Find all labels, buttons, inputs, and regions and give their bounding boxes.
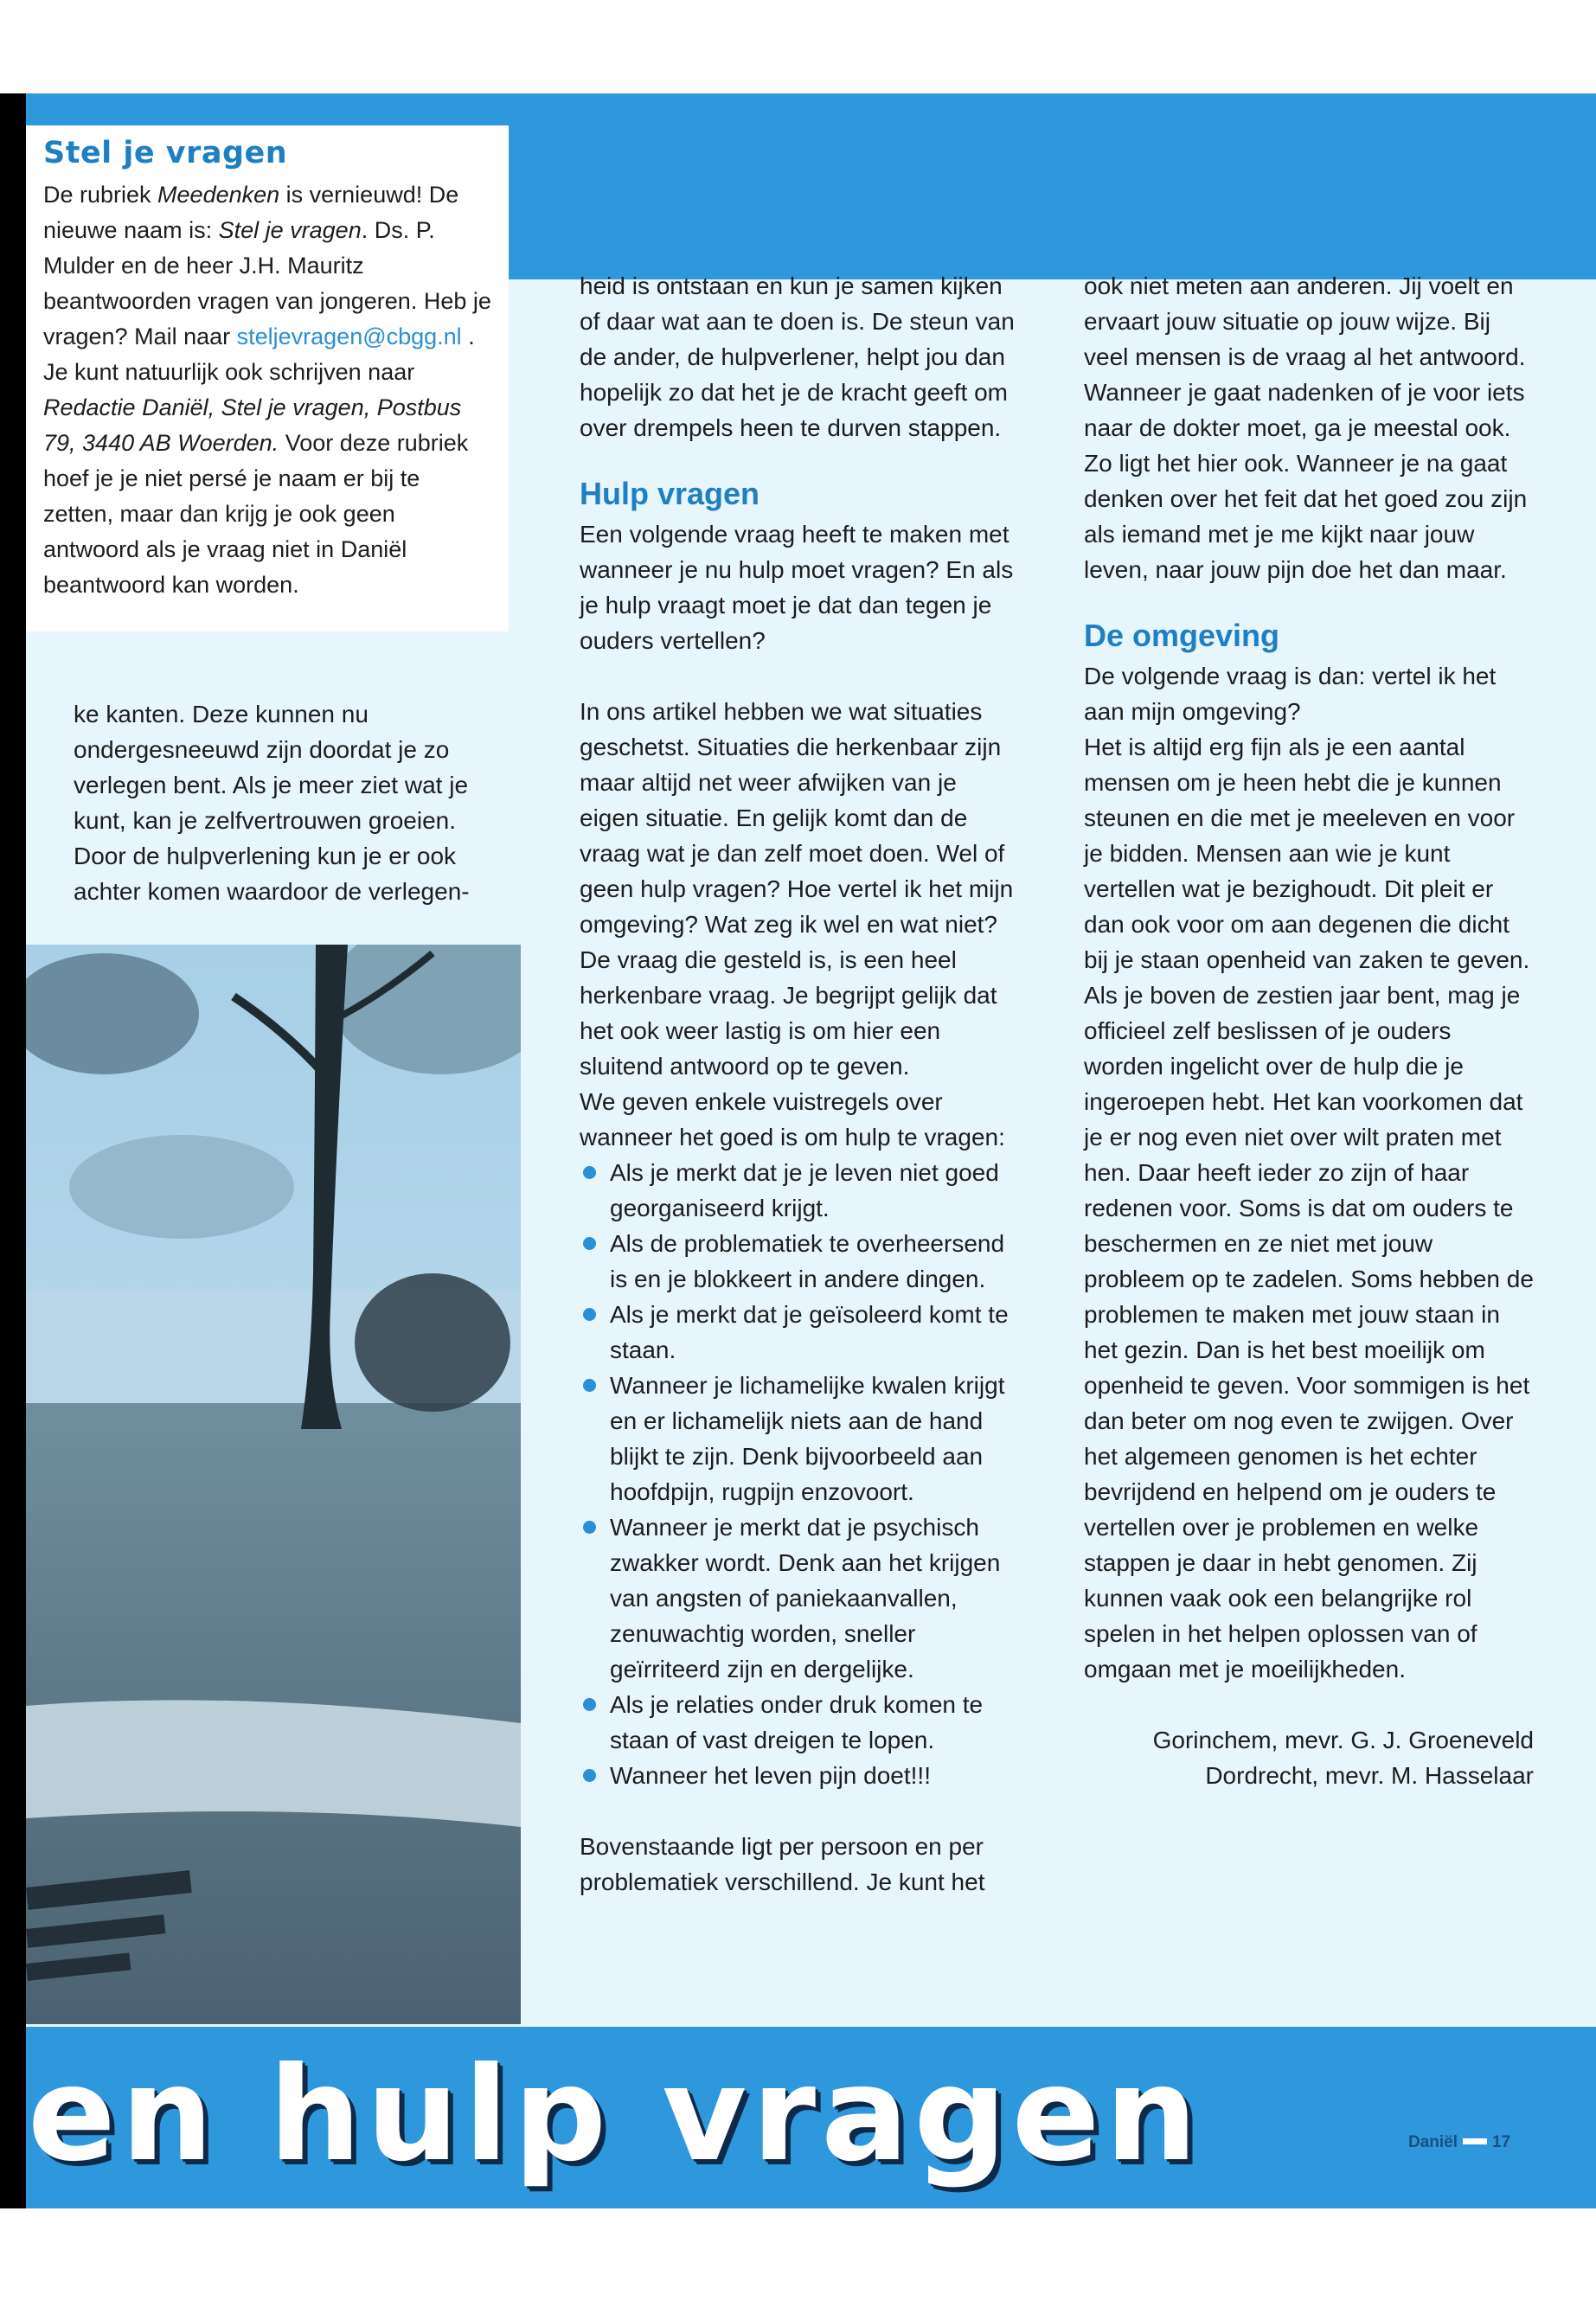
paragraph: ke kanten. Deze kunnen nu ondergesneeuwd zijn doordat je zo verlegen bent. Als je meer ziet wat je kunt, kan je zelfvertrouwen groeien. bbox=[74, 701, 469, 834]
footer-dash bbox=[1463, 2138, 1487, 2144]
box-text-part: De rubriek bbox=[43, 182, 158, 208]
list-item: Wanneer je merkt dat je psychisch zwakker wordt. Denk aan het krijgen van angsten of paniekaanvallen, zenuwachtig worden, sneller geïrriteerd zijn en dergelijke. bbox=[580, 1509, 1021, 1687]
list-item: Als je relaties onder druk komen te staan of vast dreigen te lopen. bbox=[580, 1687, 1021, 1758]
paragraph: Het is altijd erg fijn als je een aantal mensen om je heen hebt die je kunnen steunen en die met je meeleven en voor je bidden. Mensen aan wie je kunt vertellen wat je bezighoudt. Dit pleit er dan ook voor om aan degenen die dicht bij je staan openheid van zaken te geven. bbox=[1084, 734, 1530, 973]
paragraph: Door de hulpverlening kun je er ook achter komen waardoor de verlegen- bbox=[74, 843, 470, 905]
page-number: 17 bbox=[1492, 2133, 1511, 2151]
box-text-italic: Meedenken bbox=[157, 182, 280, 208]
paragraph: heid is ontstaan en kun je samen kijken of daar wat aan te doen is. De steun van de ander, de hulpverlener, helpt jou dan hopelijk zo dat het je de kracht geeft om over drempels heen te durven stappen. bbox=[580, 272, 1015, 441]
paragraph: Een volgende vraag heeft te maken met wanneer je nu hulp moet vragen? En als je hulp vraagt moet je dat dan tegen je ouders vertellen? bbox=[580, 521, 1014, 654]
signature-2: Dordrecht, mevr. M. Hasselaar bbox=[1205, 1762, 1534, 1789]
column-3 bbox=[1084, 268, 1534, 1793]
stel-je-vragen-box bbox=[26, 125, 509, 631]
rules-list bbox=[580, 1155, 1021, 1793]
list-item: Als je merkt dat je je leven niet goed georganiseerd krijgt. bbox=[580, 1155, 1021, 1226]
list-item: Wanneer het leven pijn doet!!! bbox=[580, 1758, 1021, 1793]
box-text-part: is vernieuwd! De nieuwe naam is: bbox=[43, 182, 459, 243]
heading-de-omgeving: De omgeving bbox=[1084, 618, 1280, 653]
list-item: Als je merkt dat je geïsoleerd komt te staan. bbox=[580, 1297, 1021, 1368]
list-item: Als de problematiek te overheersend is en je blokkeert in andere dingen. bbox=[580, 1226, 1021, 1297]
left-page-edge bbox=[0, 93, 26, 2208]
paragraph: Als je boven de zestien jaar bent, mag je officieel zelf beslissen of je ouders worden ingelicht over de hulp die je ingeroepen hebt. Het kan voorkomen dat je er nog even niet over wilt praten met hen. Daar heeft ieder zo zijn of haar redenen voor. Soms is dat om ouders te beschermen en ze niet met jouw probleem op te zadelen. Soms hebben de problemen te maken met jouw staan in het gezin. Dan is het best moeilijk om openheid te geven. Voor sommigen is het dan beter om nog even te zwijgen. Over het algemeen genomen is het echter bevrijdend en helpend om je ouders te vertellen over je problemen en welke stappen je daar in hebt genomen. Zij kunnen vaak ook een belangrijke rol spelen in het helpen oplossen van of omgaan met je moeilijkheden. bbox=[1084, 982, 1534, 1682]
column-2 bbox=[580, 268, 1021, 1900]
column-1 bbox=[74, 696, 510, 909]
park-photo bbox=[26, 945, 521, 2024]
page-footer bbox=[1408, 2133, 1510, 2152]
postal-address: Redactie Daniël, Stel je vragen, Postbus 79, 3440 AB Woerden. bbox=[43, 394, 462, 456]
signature-1: Gorinchem, mevr. G. J. Groeneveld bbox=[1152, 1727, 1534, 1753]
box-text-italic: Stel je vragen bbox=[218, 217, 362, 243]
paragraph: De volgende vraag is dan: vertel ik het aan mijn omgeving? bbox=[1084, 663, 1497, 725]
heading-hulp-vragen: Hulp vragen bbox=[580, 476, 760, 511]
box-title: Stel je vragen bbox=[43, 136, 288, 170]
box-text-part: . Ds. P. Mulder en de heer J.H. Mauritz beantwoorden vragen van jongeren. Heb je vragen? Mail naar bbox=[43, 217, 491, 349]
box-text-part: Voor deze rubriek hoef je je niet persé je naam er bij te zetten, maar dan krijg je ook geen antwoord als je vraag niet in Daniël beantwoord kan worden. bbox=[43, 430, 469, 598]
list-item: Wanneer je lichamelijke kwalen krijgt en er lichamelijk niets aan de hand blijkt te zijn. Denk bijvoorbeeld aan hoofdpijn, rugpijn enzovoort. bbox=[580, 1368, 1021, 1509]
paragraph: We geven enkele vuistregels over wanneer het goed is om hulp te vragen: bbox=[580, 1088, 1005, 1150]
magazine-name: Daniël bbox=[1408, 2133, 1458, 2151]
paragraph: ook niet meten aan anderen. Jij voelt en ervaart jouw situatie op jouw wijze. Bij veel mensen is de vraag al het antwoord. Wanneer je gaat nadenken of je voor iets naar de dokter moet, ga je meestal ook. Zo ligt het hier ook. Wanneer je na gaat denken over het feit dat het goed zou zijn als iemand met je me kijkt naar jouw leven, naar jouw pijn doe het dan maar. bbox=[1084, 272, 1528, 583]
email-link[interactable]: steljevragen@cbgg.nl bbox=[236, 324, 462, 349]
banner-title: en hulp vragen bbox=[28, 2040, 1203, 2190]
paragraph: Bovenstaande ligt per persoon en per problematiek verschillend. Je kunt het bbox=[580, 1833, 985, 1895]
paragraph: In ons artikel hebben we wat situaties geschetst. Situaties die herkenbaar zijn maar altijd net weer afwijken van je eigen situatie. En gelijk komt dan de vraag wat je dan zelf moet doen. Wel of geen hulp vragen? Hoe vertel ik het mijn omgeving? Wat zeg ik wel en wat niet? De vraag die gesteld is, is een heel herkenbare vraag. Je begrijpt gelijk dat het ook weer lastig is om hier een sluitend antwoord op te geven. bbox=[580, 698, 1014, 1080]
box-text bbox=[43, 177, 491, 603]
box-text-part: . Je kunt natuurlijk ook schrijven naar bbox=[43, 324, 475, 385]
park-tree-image bbox=[26, 945, 521, 2024]
